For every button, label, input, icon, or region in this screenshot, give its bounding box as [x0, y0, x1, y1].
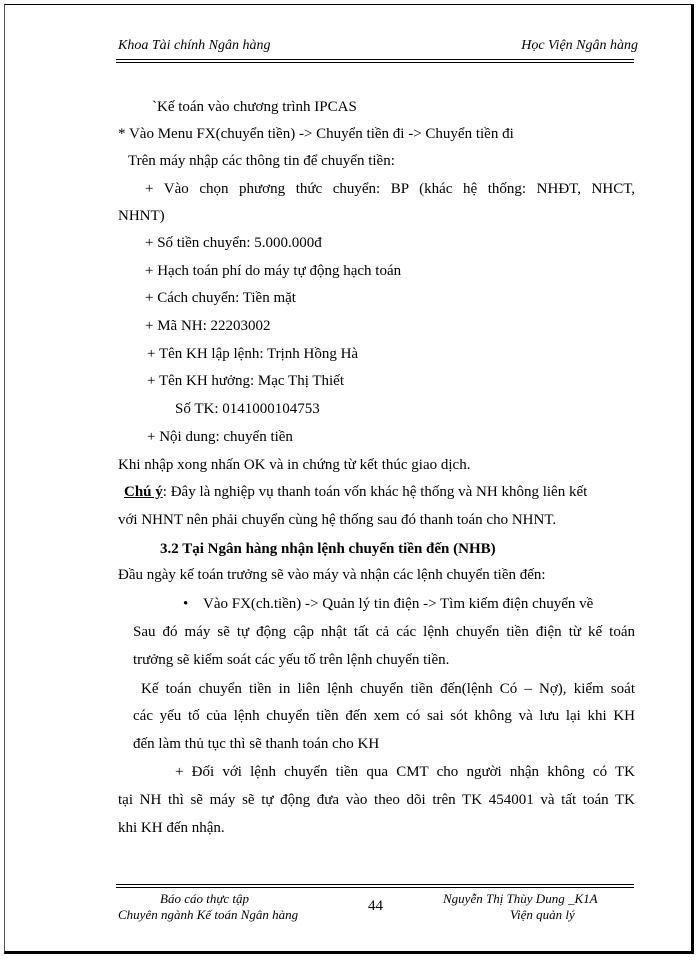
header-right: Học Viện Ngân hàng — [521, 38, 638, 53]
auto-update-line: Sau đó máy sẽ tự động cập nhật tất cả các lệnh chuyển tiền điện từ kế toán — [133, 624, 635, 640]
footer-rule — [116, 884, 634, 885]
fee-line: + Hạch toán phí do máy tự động hạch toán — [145, 263, 402, 279]
note-line-cont: với NHNT nên phải chuyển cùng hệ thống sau đó thanh toán cho NHNT. — [118, 512, 557, 528]
note-text: : Đây là nghiệp vụ thanh toán vốn khác hệ thống và NH không liên kết — [162, 484, 588, 500]
input-info-line: Trên máy nhập các thông tin để chuyển tiền: — [128, 153, 395, 169]
receive-intro-line: Đầu ngày kế toán trưởng sẽ vào máy và nhận các lệnh chuyển tiền đến: — [118, 567, 546, 583]
method-line: + Cách chuyển: Tiền mặt — [145, 290, 296, 306]
page-number: 44 — [368, 898, 383, 914]
section-heading: 3.2 Tại Ngân hàng nhận lệnh chuyển tiền đến (NHB) — [160, 541, 496, 557]
footer-right-2: Viện quản lý — [510, 907, 575, 922]
transfer-method-line: + Vào chọn phương thức chuyển: BP (khác hệ thống: NHĐT, NHCT, — [145, 181, 635, 197]
auto-update-cont: trưởng sẽ kiểm soát các yếu tố trên lệnh chuyển tiền. — [133, 652, 450, 668]
sender-line: + Tên KH lập lệnh: Trịnh Hồng Hà — [147, 346, 359, 362]
print-line: Kế toán chuyển tiền in liên lệnh chuyển tiền đến(lệnh Có – Nợ), kiểm soát — [141, 681, 635, 697]
menu-path-line: * Vào Menu FX(chuyển tiền) -> Chuyển tiền đi -> Chuyển tiền đi — [118, 126, 514, 142]
header-rule-secondary — [116, 62, 634, 63]
account-number-line: Số TK: 0141000104753 — [175, 401, 320, 417]
cmt-line-cont: tại NH thì sẽ máy sẽ tự động đưa vào theo dõi trên TK 454001 và tất toán TK — [118, 792, 635, 808]
bank-code-line: + Mã NH: 22203002 — [145, 318, 271, 334]
footer-left-1: Báo cáo thực tập — [160, 891, 250, 906]
cmt-line: + Đối với lệnh chuyển tiền qua CMT cho người nhận không có TK — [175, 764, 635, 780]
note-line — [124, 482, 587, 502]
header-rule — [116, 59, 634, 60]
page-border — [4, 4, 694, 954]
content-line: + Nội dung: chuyển tiền — [147, 429, 293, 445]
print-line-end: đến làm thủ tục thì sẽ thanh toán cho KH — [133, 736, 380, 752]
cmt-line-end: khi KH đến nhận. — [118, 820, 225, 836]
print-line-cont: các yếu tố của lệnh chuyển tiền đến xem có sai sót không và lưu lại khi KH — [133, 708, 635, 724]
footer-right-1: Nguyễn Thị Thùy Dung _K1A — [443, 891, 598, 906]
bullet-icon: • — [183, 596, 189, 612]
completion-line: Khi nhập xong nhấn OK và in chứng từ kết thúc giao dịch. — [118, 457, 471, 473]
receive-menu-line: Vào FX(ch.tiền) -> Quản lý tin điện -> Tìm kiếm điện chuyển về — [203, 596, 594, 612]
transfer-method-cont: NHNT) — [118, 208, 165, 224]
header-left: Khoa Tài chính Ngân hàng — [118, 38, 271, 53]
beneficiary-line: + Tên KH hưởng: Mạc Thị Thiết — [147, 373, 344, 389]
note-label: Chú ý — [124, 484, 163, 500]
footer-left-2: Chuyên ngành Kế toán Ngân hàng — [118, 907, 299, 922]
intro-line: `Kế toán vào chương trình IPCAS — [152, 99, 357, 115]
amount-line: + Số tiền chuyển: 5.000.000đ — [145, 235, 322, 251]
footer-rule-secondary — [116, 887, 634, 888]
